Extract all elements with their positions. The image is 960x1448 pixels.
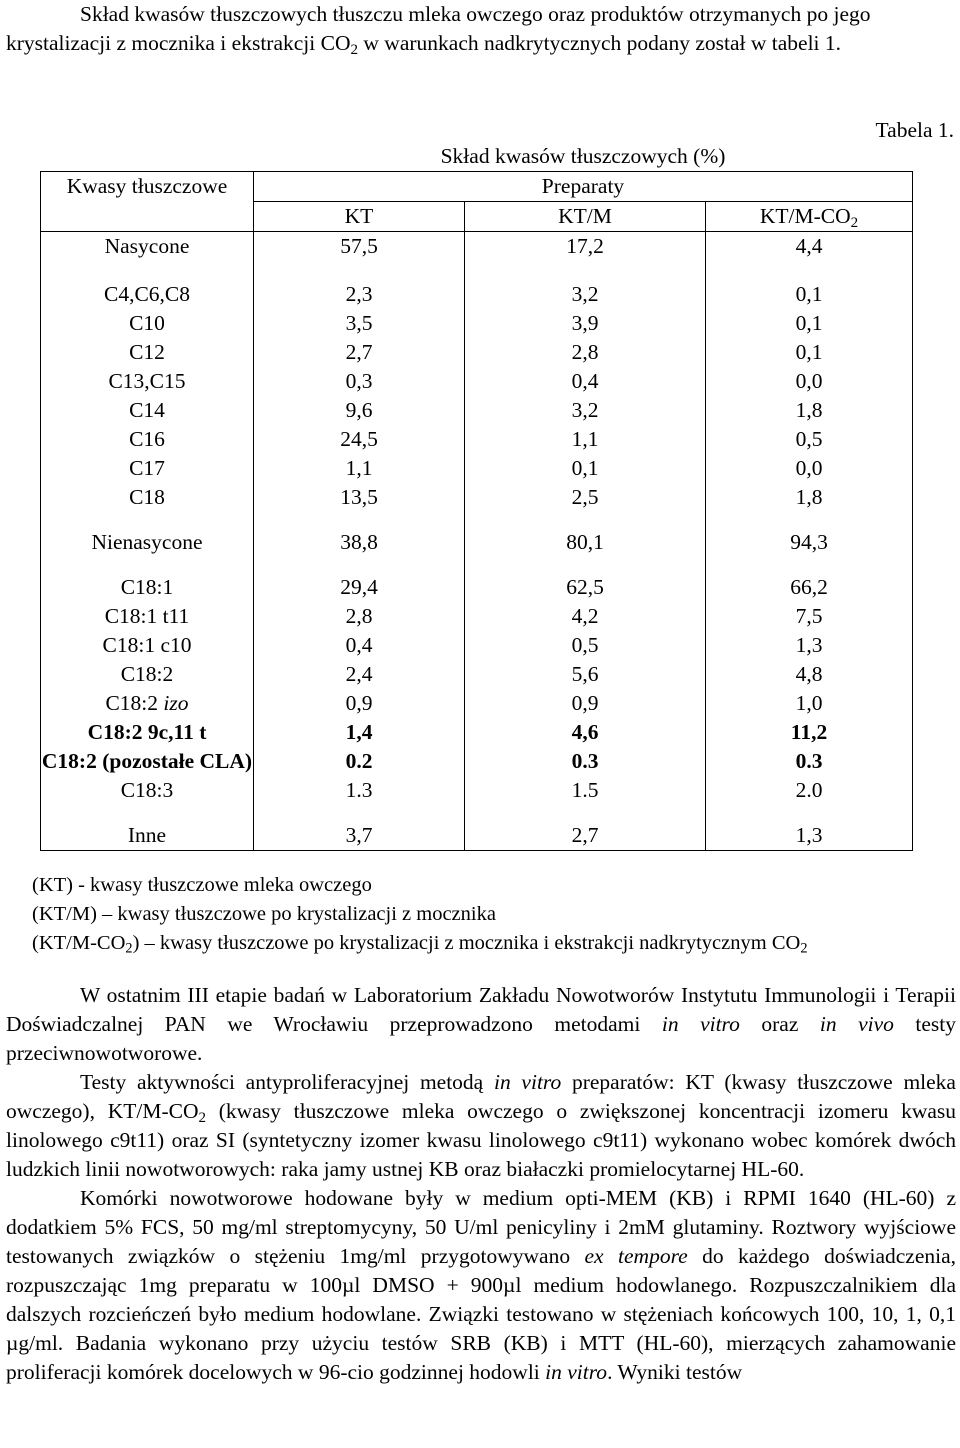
table-cell: 0,4 [254,631,465,660]
table-cell: 24,5 [254,425,465,454]
table-cell: 62,5 [465,573,706,602]
table-cell: 0.3 [465,747,706,776]
table-cell: 0,0 [706,367,913,396]
table-cell: 0,1 [465,454,706,483]
group-total-cell: 80,1 [465,528,706,557]
table-cell: 4,8 [706,660,913,689]
table-row [41,747,913,776]
row-label: C16 [41,425,254,454]
table-cell: 0.2 [254,747,465,776]
table-cell: 3,9 [465,309,706,338]
table-cell: 2,8 [465,338,706,367]
row-label: C18:1 c10 [41,631,254,660]
other-row [41,821,913,851]
table-cell: 2,4 [254,660,465,689]
group-total-cell: 38,8 [254,528,465,557]
table-cell: 1,1 [465,425,706,454]
row-label: C4,C6,C8 [41,280,254,309]
table-row [41,660,913,689]
group-total-cell: 57,5 [254,232,465,262]
table-cell: 4,2 [465,602,706,631]
table-cell: 0,3 [254,367,465,396]
table-row [41,454,913,483]
table-cell: 0,5 [706,425,913,454]
paragraph-1: W ostatnim III etapie badań w Laboratorium Zakładu Nowotworów Instytutu Immunologii i Terapii Doświadczalnej PAN we Wrocławiu przeprowadzono metodami in vitro oraz in vivo testy przeciwnowotworowe. [6,983,957,1065]
table-caption: Tabela 1. [875,118,954,142]
row-label: C18:2 [41,660,254,689]
legend-kt: (KT) - kwasy tłuszczowe mleka owczego [32,874,372,896]
table-row [41,776,913,805]
table-cell: 5,6 [465,660,706,689]
table-cell: 1,1 [254,454,465,483]
row-label: C10 [41,309,254,338]
table-cell: 3,5 [254,309,465,338]
row-label: Inne [41,821,254,851]
body-text [6,981,956,1387]
table-row [41,573,913,602]
row-label: C18:1 t11 [41,602,254,631]
table-row [41,483,913,512]
table-cell: 1,4 [254,718,465,747]
col-header-fatty-acids: Kwasy tłuszczowe [41,172,254,232]
legend-ktm: (KT/M) – kwasy tłuszczowe po krystalizacji z mocznika [32,903,496,925]
group-total-cell: 4,4 [706,232,913,262]
table-cell: 2,7 [465,821,706,851]
table-cell: 2,7 [254,338,465,367]
table-row [41,367,913,396]
paragraph-2: Testy aktywności antyproliferacyjnej metodą in vitro preparatów: KT (kwasy tłuszczowe mleka owczego), $KT/M-CO_2$ (kwasy tłuszczowe mleka owczego o zwiększonej koncentracji izomeru kwasu linolowego c9t11) oraz SI (syntetyczny izomer kwasu linolowego c9t11) wykonano wobec komórek dwóch ludzkich linii nowotworowych: raka jamy ustnej KB oraz białaczki promielocytarnej HL-60. [6,1070,957,1181]
table-cell: 0,1 [706,309,913,338]
spacer-row [41,261,913,280]
row-label: C18:2 9c,11 t [41,718,254,747]
table-cell: 0,1 [706,338,913,367]
paragraph-3: Komórki nowotworowe hodowane były w medium opti-MEM (KB) i RPMI 1640 (HL-60) z dodatkiem 5% FCS, 50 mg/ml streptomycyny, 50 U/ml penicyliny i 2mM glutaminy. Roztwory wyjściowe testowanych związków o stężeniu 1mg/ml przygotowywano ex tempore do każdego doświadczenia, rozpuszczając 1mg preparatu w 100µl DMSO + 900µl medium hodowlanego. Rozpuszczalnikiem dla dalszych rozcieńczeń było medium hodowlane. Związki testowano w stężeniach końcowych 100, 10, 1, 0,1 µg/ml. Badania wykonano przy użyciu testów SRB (KB) i MTT (HL-60), mierzących zahamowanie proliferacji komórek docelowych w 96-cio godzinnej hodowli in vitro. Wyniki testów [6,1186,957,1384]
table-cell: 0.3 [706,747,913,776]
table-cell: 2,3 [254,280,465,309]
group-total-row [41,528,913,557]
table-cell: 3,7 [254,821,465,851]
table-cell: 11,2 [706,718,913,747]
table-cell: 0,9 [465,689,706,718]
table-cell: 4,6 [465,718,706,747]
table-cell: 29,4 [254,573,465,602]
spacer-row [41,512,913,528]
table-cell: 0,1 [706,280,913,309]
col-header-kt: KT [254,202,465,232]
table-row [41,425,913,454]
table-cell: 1,8 [706,483,913,512]
row-label: C18:2 (pozostałe CLA) [41,747,254,776]
group-total-cell: 17,2 [465,232,706,262]
row-label: C13,C15 [41,367,254,396]
col-header-ktmco2: $KT/M-CO_2$ [706,202,913,232]
table-cell: 66,2 [706,573,913,602]
table-row [41,689,913,718]
table-cell: 9,6 [254,396,465,425]
row-label: C18 [41,483,254,512]
table-row [41,602,913,631]
table-row [41,718,913,747]
table-cell: 3,2 [465,280,706,309]
group-name: Nasycone [41,232,254,262]
table-cell: 2.0 [706,776,913,805]
group-total-cell: 94,3 [706,528,913,557]
table-cell: 1,3 [706,821,913,851]
table-row [41,338,913,367]
table-cell: 0,5 [465,631,706,660]
row-label: C17 [41,454,254,483]
table-cell: 1.5 [465,776,706,805]
table-row [41,631,913,660]
intro-paragraph: Skład kwasów tłuszczowych tłuszczu mleka owczego oraz produktów otrzymanych po jego krystalizacji z mocznika i ekstrakcji $CO_2$ w warunkach nadkrytycznych podany został w tabeli 1. [6,2,871,58]
fatty-acids-table [40,142,913,851]
table-cell: 2,8 [254,602,465,631]
table-cell: 0,4 [465,367,706,396]
table-cell: 0,0 [706,454,913,483]
table-cell: 1.3 [254,776,465,805]
table-row [41,309,913,338]
row-label: C18:3 [41,776,254,805]
table-cell: 1,8 [706,396,913,425]
table-row [41,280,913,309]
table-cell: 1,3 [706,631,913,660]
table-cell: 2,5 [465,483,706,512]
table-cell: 1,0 [706,689,913,718]
group-name: Nienasycone [41,528,254,557]
col-header-ktm: KT/M [465,202,706,232]
row-label: C14 [41,396,254,425]
table-legend [32,871,952,958]
table-cell: 13,5 [254,483,465,512]
row-label: C18:2 izo [41,689,254,718]
preparations-header: Preparaty [254,172,913,202]
table-title: Skład kwasów tłuszczowych (%) [440,144,726,168]
row-label: C18:1 [41,573,254,602]
table-cell: 0,9 [254,689,465,718]
spacer-row [41,805,913,821]
spacer-row [41,557,913,573]
group-total-row [41,232,913,262]
table-cell: 7,5 [706,602,913,631]
row-label: C12 [41,338,254,367]
table-row [41,396,913,425]
legend-ktmco2: $(KT/M-CO_2)$ – kwasy tłuszczowe po krystalizacji z mocznika i ekstrakcji nadkrytycznym $CO_2$ [32,932,808,957]
table-cell: 3,2 [465,396,706,425]
